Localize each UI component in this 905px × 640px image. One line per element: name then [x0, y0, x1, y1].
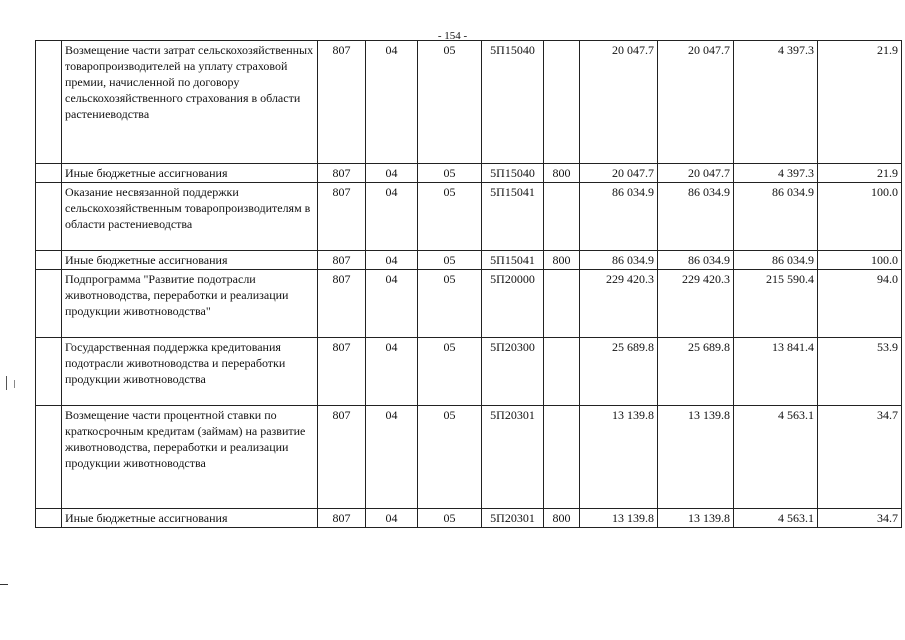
section-code: 04 — [366, 406, 418, 509]
refined-amount: 20 047.7 — [658, 164, 734, 183]
section-code: 04 — [366, 183, 418, 251]
executed-amount: 86 034.9 — [734, 251, 818, 270]
table-row — [36, 270, 902, 338]
subsection-code: 05 — [418, 251, 482, 270]
executed-amount: 13 841.4 — [734, 338, 818, 406]
section-code: 04 — [366, 164, 418, 183]
execution-percent: 34.7 — [818, 406, 902, 509]
section-code: 04 — [366, 41, 418, 164]
margin-mark — [0, 584, 8, 585]
ministry-code: 807 — [318, 509, 366, 528]
target-article: 5П15040 — [482, 41, 544, 164]
item-name: Иные бюджетные ассигнования — [62, 251, 318, 270]
expense-type: 800 — [544, 164, 580, 183]
executed-amount: 215 590.4 — [734, 270, 818, 338]
ministry-code: 807 — [318, 164, 366, 183]
row-marker-cell — [36, 406, 62, 509]
target-article: 5П20000 — [482, 270, 544, 338]
table-row — [36, 509, 902, 528]
target-article: 5П20300 — [482, 338, 544, 406]
item-name: Оказание несвязанной поддержки сельскохозяйственным товаропроизводителям в области растениеводства — [62, 183, 318, 251]
page-number: - 154 - — [437, 30, 468, 42]
expense-type: 800 — [544, 251, 580, 270]
refined-amount: 229 420.3 — [658, 270, 734, 338]
execution-percent: 100.0 — [818, 251, 902, 270]
executed-amount: 4 397.3 — [734, 41, 818, 164]
section-code: 04 — [366, 338, 418, 406]
refined-amount: 86 034.9 — [658, 183, 734, 251]
target-article: 5П15041 — [482, 183, 544, 251]
execution-percent: 21.9 — [818, 164, 902, 183]
item-name: Государственная поддержка кредитования подотрасли животноводства и переработки продукции животноводства — [62, 338, 318, 406]
section-code: 04 — [366, 270, 418, 338]
section-code: 04 — [366, 509, 418, 528]
row-marker-cell — [36, 251, 62, 270]
expense-type: 800 — [544, 509, 580, 528]
budget-table — [35, 40, 902, 528]
item-name: Иные бюджетные ассигнования — [62, 509, 318, 528]
refined-amount: 13 139.8 — [658, 509, 734, 528]
subsection-code: 05 — [418, 270, 482, 338]
subsection-code: 05 — [418, 164, 482, 183]
expense-type — [544, 270, 580, 338]
execution-percent: 53.9 — [818, 338, 902, 406]
item-name: Подпрограмма "Развитие подотрасли животноводства, переработки и реализации продукции животноводства" — [62, 270, 318, 338]
approved-amount: 86 034.9 — [580, 251, 658, 270]
target-article: 5П20301 — [482, 406, 544, 509]
approved-amount: 20 047.7 — [580, 41, 658, 164]
expense-type — [544, 338, 580, 406]
target-article: 5П15040 — [482, 164, 544, 183]
expense-type — [544, 406, 580, 509]
subsection-code: 05 — [418, 338, 482, 406]
row-marker-cell — [36, 270, 62, 338]
refined-amount: 86 034.9 — [658, 251, 734, 270]
row-marker-cell — [36, 509, 62, 528]
item-name: Иные бюджетные ассигнования — [62, 164, 318, 183]
ministry-code: 807 — [318, 270, 366, 338]
row-marker-cell — [36, 338, 62, 406]
subsection-code: 05 — [418, 183, 482, 251]
expense-type — [544, 183, 580, 251]
row-marker-cell — [36, 164, 62, 183]
executed-amount: 86 034.9 — [734, 183, 818, 251]
ministry-code: 807 — [318, 406, 366, 509]
section-code: 04 — [366, 251, 418, 270]
table-row — [36, 183, 902, 251]
executed-amount: 4 397.3 — [734, 164, 818, 183]
approved-amount: 86 034.9 — [580, 183, 658, 251]
approved-amount: 20 047.7 — [580, 164, 658, 183]
execution-percent: 94.0 — [818, 270, 902, 338]
subsection-code: 05 — [418, 41, 482, 164]
table-row — [36, 338, 902, 406]
row-marker-cell — [36, 183, 62, 251]
ministry-code: 807 — [318, 251, 366, 270]
approved-amount: 229 420.3 — [580, 270, 658, 338]
subsection-code: 05 — [418, 406, 482, 509]
target-article: 5П20301 — [482, 509, 544, 528]
margin-mark — [14, 380, 15, 388]
execution-percent: 34.7 — [818, 509, 902, 528]
item-name: Возмещение части процентной ставки по краткосрочным кредитам (займам) на развитие животноводства, переработки и реализации продукции животноводства — [62, 406, 318, 509]
target-article: 5П15041 — [482, 251, 544, 270]
table-row — [36, 41, 902, 164]
item-name: Возмещение части затрат сельскохозяйственных товаропроизводителей на уплату страховой премии, начисленной по договору сельскохозяйственного страхования в области растениеводства — [62, 41, 318, 164]
expense-type — [544, 41, 580, 164]
approved-amount: 13 139.8 — [580, 406, 658, 509]
ministry-code: 807 — [318, 41, 366, 164]
ministry-code: 807 — [318, 183, 366, 251]
execution-percent: 100.0 — [818, 183, 902, 251]
refined-amount: 25 689.8 — [658, 338, 734, 406]
approved-amount: 25 689.8 — [580, 338, 658, 406]
executed-amount: 4 563.1 — [734, 509, 818, 528]
refined-amount: 13 139.8 — [658, 406, 734, 509]
table-row — [36, 406, 902, 509]
refined-amount: 20 047.7 — [658, 41, 734, 164]
table-row — [36, 251, 902, 270]
table-row — [36, 164, 902, 183]
margin-mark — [6, 376, 7, 390]
execution-percent: 21.9 — [818, 41, 902, 164]
ministry-code: 807 — [318, 338, 366, 406]
approved-amount: 13 139.8 — [580, 509, 658, 528]
row-marker-cell — [36, 41, 62, 164]
subsection-code: 05 — [418, 509, 482, 528]
executed-amount: 4 563.1 — [734, 406, 818, 509]
